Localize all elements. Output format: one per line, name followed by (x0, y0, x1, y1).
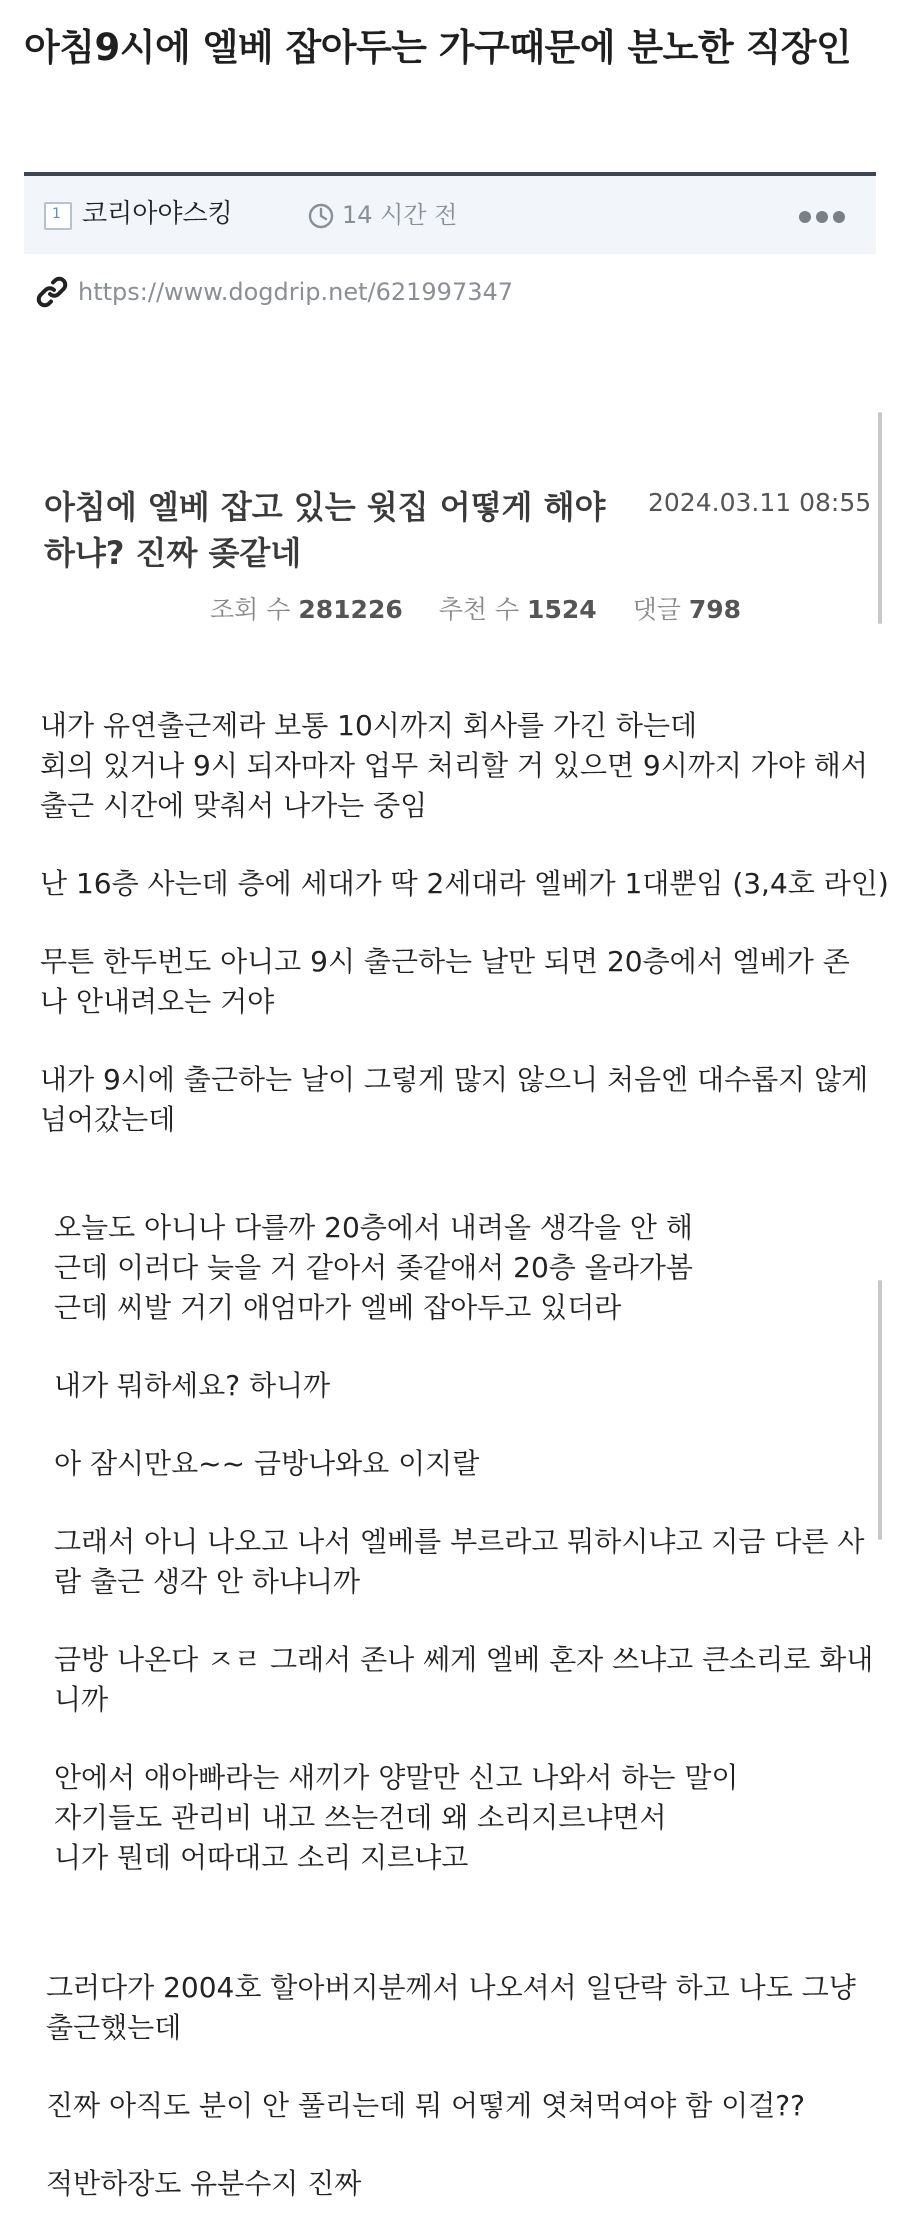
paragraph: 내가 9시에 출근하는 날이 그렇게 많지 않으니 처음엔 대수롭지 않게 넘어갔는데 (40, 1063, 869, 1136)
post-date: 2024.03.11 08:55 (648, 488, 872, 517)
scrollbar[interactable] (878, 1280, 882, 1540)
post-title: 아침에 엘베 잡고 있는 윗집 어떻게 해야 하냐? 진짜 좆같네 (44, 488, 606, 572)
paragraph: 그래서 아니 나오고 나서 엘베를 부르라고 뭐하시냐고 지금 다른 사 람 출근 생각 안 하냐니까 (54, 1525, 865, 1598)
paragraph: 무튼 한두번도 아니고 9시 출근하는 날만 되면 20층에서 엘베가 존 나 안내려오는 거야 (40, 945, 850, 1018)
board-avatar-icon (44, 202, 72, 230)
paragraph: 오늘도 아니나 다를까 20층에서 내려올 생각을 안 해 근데 이러다 늦을 거 같아서 좆같애서 20층 올라가봄 근데 씨발 거기 애엄마가 엘베 잡아두고 있더라 (54, 1211, 693, 1324)
paragraph: 안에서 애아빠라는 새끼가 양말만 신고 나와서 하는 말이 자기들도 관리비 내고 쓰는건데 왜 소리지르냐면서 니가 뭔데 어따대고 소리 지르냐고 (54, 1761, 739, 1874)
paragraph: 내가 뭐하세요? 하니까 (54, 1369, 331, 1402)
recommend-count: 추천 수 1524 (438, 595, 597, 624)
more-options-icon[interactable] (798, 210, 846, 224)
article-meta-bar (24, 172, 876, 254)
paragraph: 그러다가 2004호 할아버지분께서 나오셔서 일단락 하고 나도 그냥 출근했는데 (46, 1971, 856, 2044)
paragraph: 아 잠시만요~~ 금방나와요 이지랄 (54, 1447, 480, 1480)
clock-icon (308, 203, 334, 229)
paragraph: 진짜 아직도 분이 안 풀리는데 뭐 어떻게 엿쳐먹여야 함 이걸?? (46, 2089, 805, 2122)
link-icon (36, 276, 68, 308)
paragraph: 난 16층 사는데 층에 세대가 딱 2세대라 엘베가 1대뿐임 (3,4호 라인) (40, 867, 889, 900)
author-name[interactable]: 코리아야스킹 (82, 199, 233, 229)
paragraph: 금방 나온다 ㅈㄹ 그래서 존나 쎄게 엘베 혼자 쓰냐고 큰소리로 화내 니까 (54, 1643, 874, 1716)
page-title: 아침9시에 엘베 잡아두는 가구때문에 분노한 직장인 (24, 26, 852, 69)
scrollbar[interactable] (878, 412, 882, 624)
post-stats (210, 590, 769, 626)
paragraph: 적반하장도 유분수지 진짜 (46, 2167, 362, 2200)
paragraph: 내가 유연출근제라 보통 10시까지 회사를 가긴 하는데 회의 있거나 9시 되자마자 업무 처리할 거 있으면 9시까지 가야 해서 출근 시간에 맞춰서 나가는 중임 (40, 709, 868, 822)
comment-count: 댓글 798 (632, 595, 742, 624)
view-count: 조회 수 281226 (210, 595, 403, 624)
time-ago: 14 시간 전 (342, 201, 458, 229)
source-link[interactable]: https://www.dogdrip.net/621997347 (78, 278, 514, 306)
